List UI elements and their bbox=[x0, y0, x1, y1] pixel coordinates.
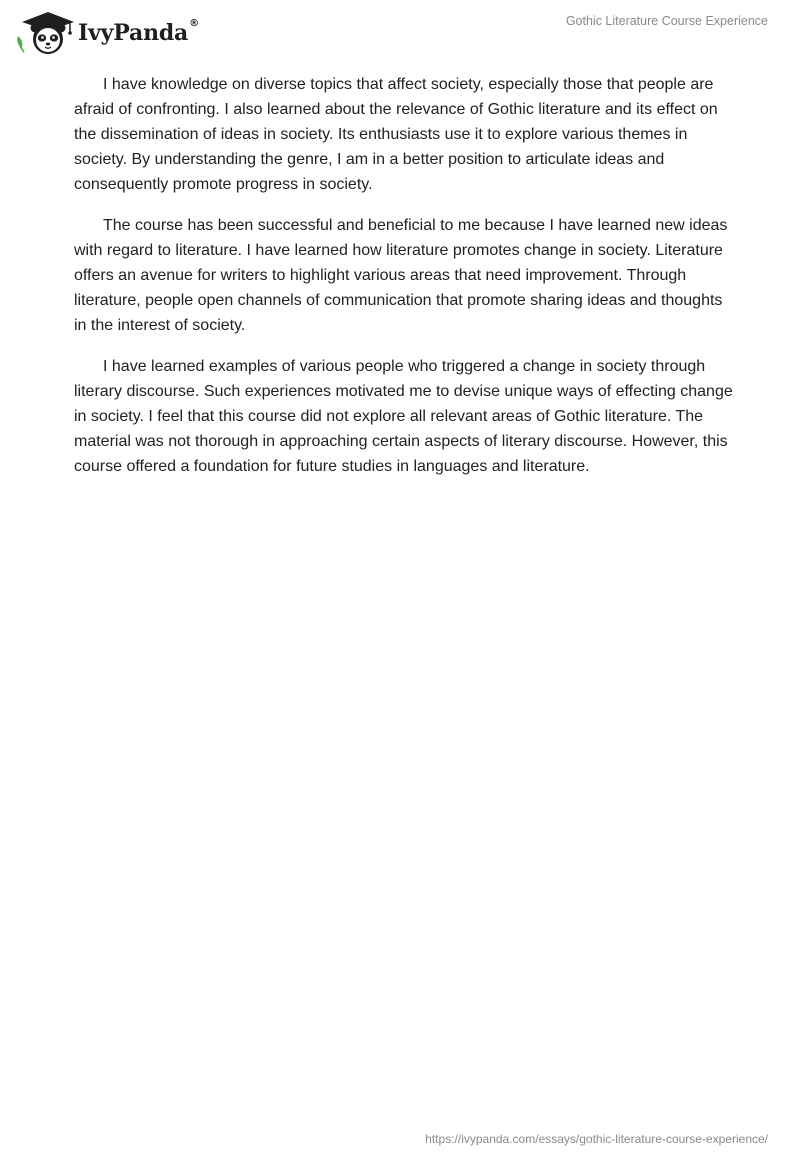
paragraph-3: I have learned examples of various people who triggered a change in society through literary discourse. Such experiences motivated me to devise unique ways of effecting change in society. I feel that this course did not explore all relevant areas of Gothic literature. The material was not thorough in approaching certain aspects of literary discourse. However, this course offered a foundation for future studies in languages and literature. bbox=[74, 358, 733, 475]
source-url-link[interactable]: https://ivypanda.com/essays/gothic-literature-course-experience/ bbox=[425, 1132, 768, 1146]
panda-graduation-cap-icon bbox=[14, 8, 76, 56]
brand-name: IvyPanda bbox=[78, 20, 189, 46]
paragraph-2: The course has been successful and beneficial to me because I have learned new ideas with regard to literature. I have learned how literature promotes change in society. Literature offers an avenue for writers to highlight various areas that need improvement. Through literature, people open channels of communication that promote sharing ideas and thoughts in the interest of society. bbox=[74, 217, 728, 334]
essay-body bbox=[74, 72, 734, 495]
ivypanda-logo[interactable] bbox=[14, 8, 199, 56]
document-title: Gothic Literature Course Experience bbox=[565, 14, 768, 28]
paragraph-1: I have knowledge on diverse topics that affect society, especially those that people are afraid of confronting. I also learned about the relevance of Gothic literature and its effect on the dissemination of ideas in society. Its enthusiasts use it to explore various themes in society. By understanding the genre, I am in a better position to articulate ideas and consequently promote progress in society. bbox=[74, 76, 718, 193]
page-header bbox=[0, 0, 800, 60]
registered-mark: ® bbox=[189, 17, 200, 29]
